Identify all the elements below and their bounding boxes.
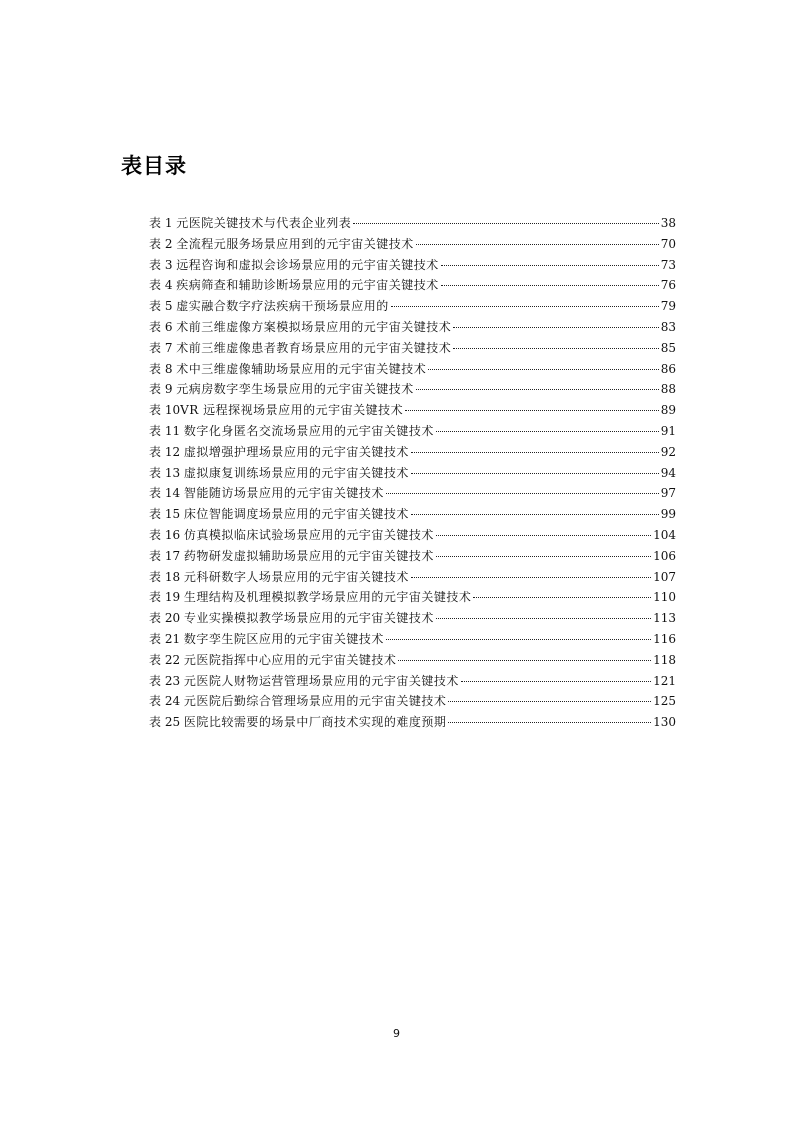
toc-entry[interactable] — [149, 546, 676, 567]
dot-leader — [436, 431, 659, 432]
dot-leader — [453, 348, 658, 349]
toc-entry[interactable] — [149, 359, 676, 380]
toc-entry[interactable] — [149, 483, 676, 504]
toc-entry-page: 107 — [653, 569, 676, 584]
toc-entry-title: 元病房数字孪生场景应用的元宇宙关键技术 — [176, 382, 414, 397]
toc-entry-title: 元医院后勤综合管理场景应用的元宇宙关键技术 — [183, 694, 447, 709]
toc-heading: 表目录 — [121, 154, 187, 178]
toc-entry-prefix: 表 8 — [149, 361, 177, 376]
toc-entry-prefix: 表 17 — [149, 548, 184, 563]
toc-entry-title: 药物研发虚拟辅助场景应用的元宇宙关键技术 — [183, 548, 434, 563]
toc-entry-page: 88 — [660, 382, 676, 397]
toc-entry-page: 113 — [653, 611, 676, 626]
toc-entry-title: 数字化身匿名交流场景应用的元宇宙关键技术 — [183, 423, 434, 438]
toc-entry-prefix: 表 10 — [149, 403, 181, 418]
toc-entry-title: 仿真模拟临床试验场景应用的元宇宙关键技术 — [183, 527, 434, 542]
toc-entry[interactable] — [149, 213, 676, 234]
toc-entry[interactable] — [149, 463, 676, 484]
toc-entry[interactable] — [149, 587, 676, 608]
toc-entry-page: 121 — [653, 673, 676, 688]
dot-leader — [411, 452, 659, 453]
toc-entry-title: 元医院人财物运营管理场景应用的元宇宙关键技术 — [183, 673, 459, 688]
toc-entry-prefix: 表 15 — [149, 507, 184, 522]
toc-entry-title: 元科研数字人场景应用的元宇宙关键技术 — [183, 569, 409, 584]
dot-leader — [436, 618, 651, 619]
toc-entry-page: 76 — [660, 278, 676, 293]
dot-leader — [436, 556, 651, 557]
toc-entry-page: 130 — [653, 715, 676, 730]
dot-leader — [416, 244, 659, 245]
dot-leader — [398, 660, 651, 661]
dot-leader — [448, 722, 651, 723]
toc-entry-page: 70 — [660, 236, 676, 251]
toc-entry-prefix: 表 12 — [149, 444, 184, 459]
toc-entry-title: 数字孪生院区应用的元宇宙关键技术 — [183, 631, 384, 646]
toc-entry-page: 110 — [653, 590, 676, 605]
toc-entry-prefix: 表 18 — [149, 569, 184, 584]
toc-entry-title: 生理结构及机理模拟教学场景应用的元宇宙关键技术 — [183, 590, 472, 605]
toc-entry-prefix: 表 13 — [149, 465, 184, 480]
dot-leader — [461, 681, 651, 682]
toc-entry[interactable] — [149, 608, 676, 629]
dot-leader — [411, 514, 659, 515]
toc-entry-page: 94 — [660, 465, 676, 480]
dot-leader — [386, 493, 659, 494]
toc-entry-page: 97 — [660, 486, 676, 501]
dot-leader — [353, 223, 658, 224]
toc-entry-prefix: 表 25 — [149, 715, 184, 730]
dot-leader — [391, 306, 659, 307]
toc-entry-title: 虚拟增强护理场景应用的元宇宙关键技术 — [183, 444, 409, 459]
table-of-contents-list — [149, 213, 676, 733]
toc-entry-title: 元医院关键技术与代表企业列表 — [176, 216, 352, 230]
toc-entry-page: 38 — [660, 216, 676, 230]
toc-entry[interactable] — [149, 712, 676, 733]
toc-entry-page: 83 — [660, 319, 676, 334]
toc-entry[interactable] — [149, 338, 676, 359]
toc-entry-prefix: 表 6 — [149, 319, 177, 334]
toc-entry-prefix: 表 14 — [149, 486, 184, 501]
toc-entry-page: 125 — [653, 694, 676, 709]
toc-entry-page: 91 — [660, 423, 676, 438]
toc-entry-prefix: 表 2 — [149, 236, 177, 251]
toc-entry-prefix: 表 1 — [149, 216, 177, 230]
dot-leader — [448, 701, 651, 702]
toc-entry-title: 专业实操模拟教学场景应用的元宇宙关键技术 — [183, 611, 434, 626]
toc-entry-prefix: 表 22 — [149, 652, 184, 667]
toc-entry-prefix: 表 11 — [149, 423, 184, 438]
toc-entry-page: 99 — [660, 507, 676, 522]
toc-entry-title: 远程咨询和虚拟会诊场景应用的元宇宙关键技术 — [176, 257, 439, 272]
toc-entry-page: 92 — [660, 444, 676, 459]
toc-entry-page: 86 — [660, 361, 676, 376]
toc-entry[interactable] — [149, 317, 676, 338]
toc-entry[interactable] — [149, 525, 676, 546]
toc-entry-page: 89 — [660, 403, 676, 418]
toc-entry-page: 85 — [660, 340, 676, 355]
toc-entry-prefix: 表 20 — [149, 611, 184, 626]
dot-leader — [473, 597, 651, 598]
toc-entry-prefix: 表 5 — [149, 299, 177, 314]
toc-entry-prefix: 表 7 — [149, 340, 177, 355]
toc-entry-prefix: 表 24 — [149, 694, 184, 709]
toc-entry[interactable] — [149, 400, 676, 421]
toc-entry[interactable] — [149, 442, 676, 463]
toc-entry-title: 术前三维虚像方案模拟场景应用的元宇宙关键技术 — [176, 319, 452, 334]
dot-leader — [405, 410, 659, 411]
dot-leader — [428, 369, 658, 370]
dot-leader — [441, 265, 659, 266]
toc-entry[interactable] — [149, 629, 676, 650]
toc-entry-title: VR 远程探视场景应用的元宇宙关键技术 — [180, 403, 404, 418]
toc-entry[interactable] — [149, 671, 676, 692]
toc-entry-title: 术前三维虚像患者教育场景应用的元宇宙关键技术 — [176, 340, 452, 355]
toc-entry[interactable] — [149, 691, 676, 712]
toc-entry[interactable] — [149, 234, 676, 255]
dot-leader — [436, 535, 651, 536]
toc-entry-title: 元医院指挥中心应用的元宇宙关键技术 — [183, 652, 397, 667]
toc-entry-title: 智能随访场景应用的元宇宙关键技术 — [183, 486, 384, 501]
dot-leader — [441, 285, 659, 286]
toc-entry[interactable] — [149, 255, 676, 276]
toc-entry-prefix: 表 23 — [149, 673, 184, 688]
toc-entry-prefix: 表 16 — [149, 527, 184, 542]
toc-entry-title: 全流程元服务场景应用到的元宇宙关键技术 — [176, 236, 414, 251]
toc-entry-prefix: 表 3 — [149, 257, 177, 272]
toc-entry[interactable] — [149, 296, 676, 317]
dot-leader — [386, 639, 651, 640]
toc-entry-prefix: 表 9 — [149, 382, 177, 397]
toc-entry[interactable] — [149, 421, 676, 442]
page-number: 9 — [393, 1027, 400, 1040]
toc-entry-page: 116 — [653, 631, 676, 646]
toc-entry[interactable] — [149, 567, 676, 588]
toc-entry[interactable] — [149, 275, 676, 296]
dot-leader — [411, 577, 651, 578]
dot-leader — [416, 389, 659, 390]
toc-entry-prefix: 表 19 — [149, 590, 184, 605]
toc-entry-page: 118 — [653, 652, 676, 667]
toc-entry[interactable] — [149, 650, 676, 671]
dot-leader — [453, 327, 658, 328]
toc-entry-title: 床位智能调度场景应用的元宇宙关键技术 — [183, 507, 409, 522]
toc-entry-title: 疾病筛查和辅助诊断场景应用的元宇宙关键技术 — [176, 278, 439, 293]
toc-entry[interactable] — [149, 504, 676, 525]
toc-entry-title: 虚拟康复训练场景应用的元宇宙关键技术 — [183, 465, 409, 480]
toc-entry-prefix: 表 21 — [149, 631, 184, 646]
toc-entry-page: 106 — [653, 548, 676, 563]
toc-entry-prefix: 表 4 — [149, 278, 177, 293]
toc-entry-page: 104 — [653, 527, 676, 542]
toc-entry[interactable] — [149, 379, 676, 400]
toc-entry-title: 虚实融合数字疗法疾病干预场景应用的 — [176, 299, 389, 314]
toc-entry-title: 术中三维虚像辅助场景应用的元宇宙关键技术 — [176, 361, 427, 376]
toc-entry-page: 79 — [660, 299, 676, 314]
dot-leader — [411, 473, 659, 474]
toc-entry-title: 医院比较需要的场景中厂商技术实现的难度预期 — [183, 715, 447, 730]
toc-entry-page: 73 — [660, 257, 676, 272]
